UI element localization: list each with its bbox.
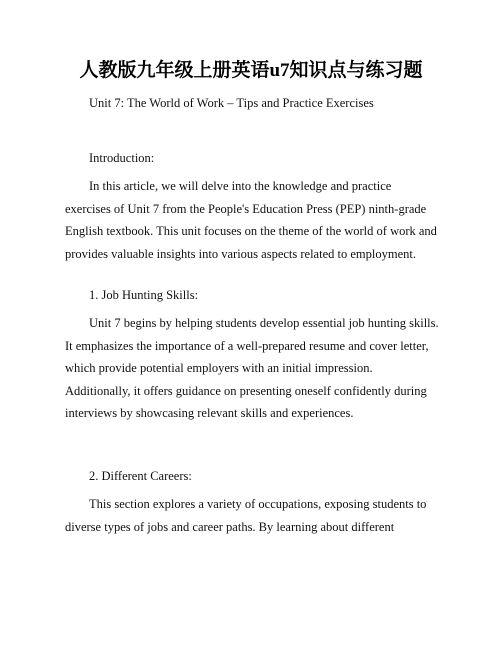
section-paragraph-introduction: In this article, we will delve into the knowledge and practice exercises of Unit 7 from the People's Education Press (PEP) ninth-grade English textbook. This unit focuses on the theme of the world of work and provides valuable insights into various aspects related to employment.: [65, 179, 437, 261]
section-heading-job-hunting: 1. Job Hunting Skills:: [89, 288, 199, 302]
document-title: 人教版九年级上册英语u7知识点与练习题: [79, 60, 423, 81]
section-paragraph-job-hunting: Unit 7 begins by helping students develop essential job hunting skills. It emphasizes the importance of a well-prepared resume and cover letter, which provide potential employers with an initial impression. Additionally, it offers guidance on presenting oneself confidently during interviews by showcasing relevant skills and experiences.: [65, 316, 439, 420]
section-paragraph-different-careers: This section explores a variety of occupations, exposing students to diverse types of jobs and career paths. By learning about different: [65, 497, 427, 534]
section-heading-introduction: Introduction:: [89, 151, 155, 165]
document-subtitle: Unit 7: The World of Work – Tips and Practice Exercises: [89, 96, 374, 110]
section-heading-different-careers: 2. Different Careers:: [89, 469, 192, 483]
